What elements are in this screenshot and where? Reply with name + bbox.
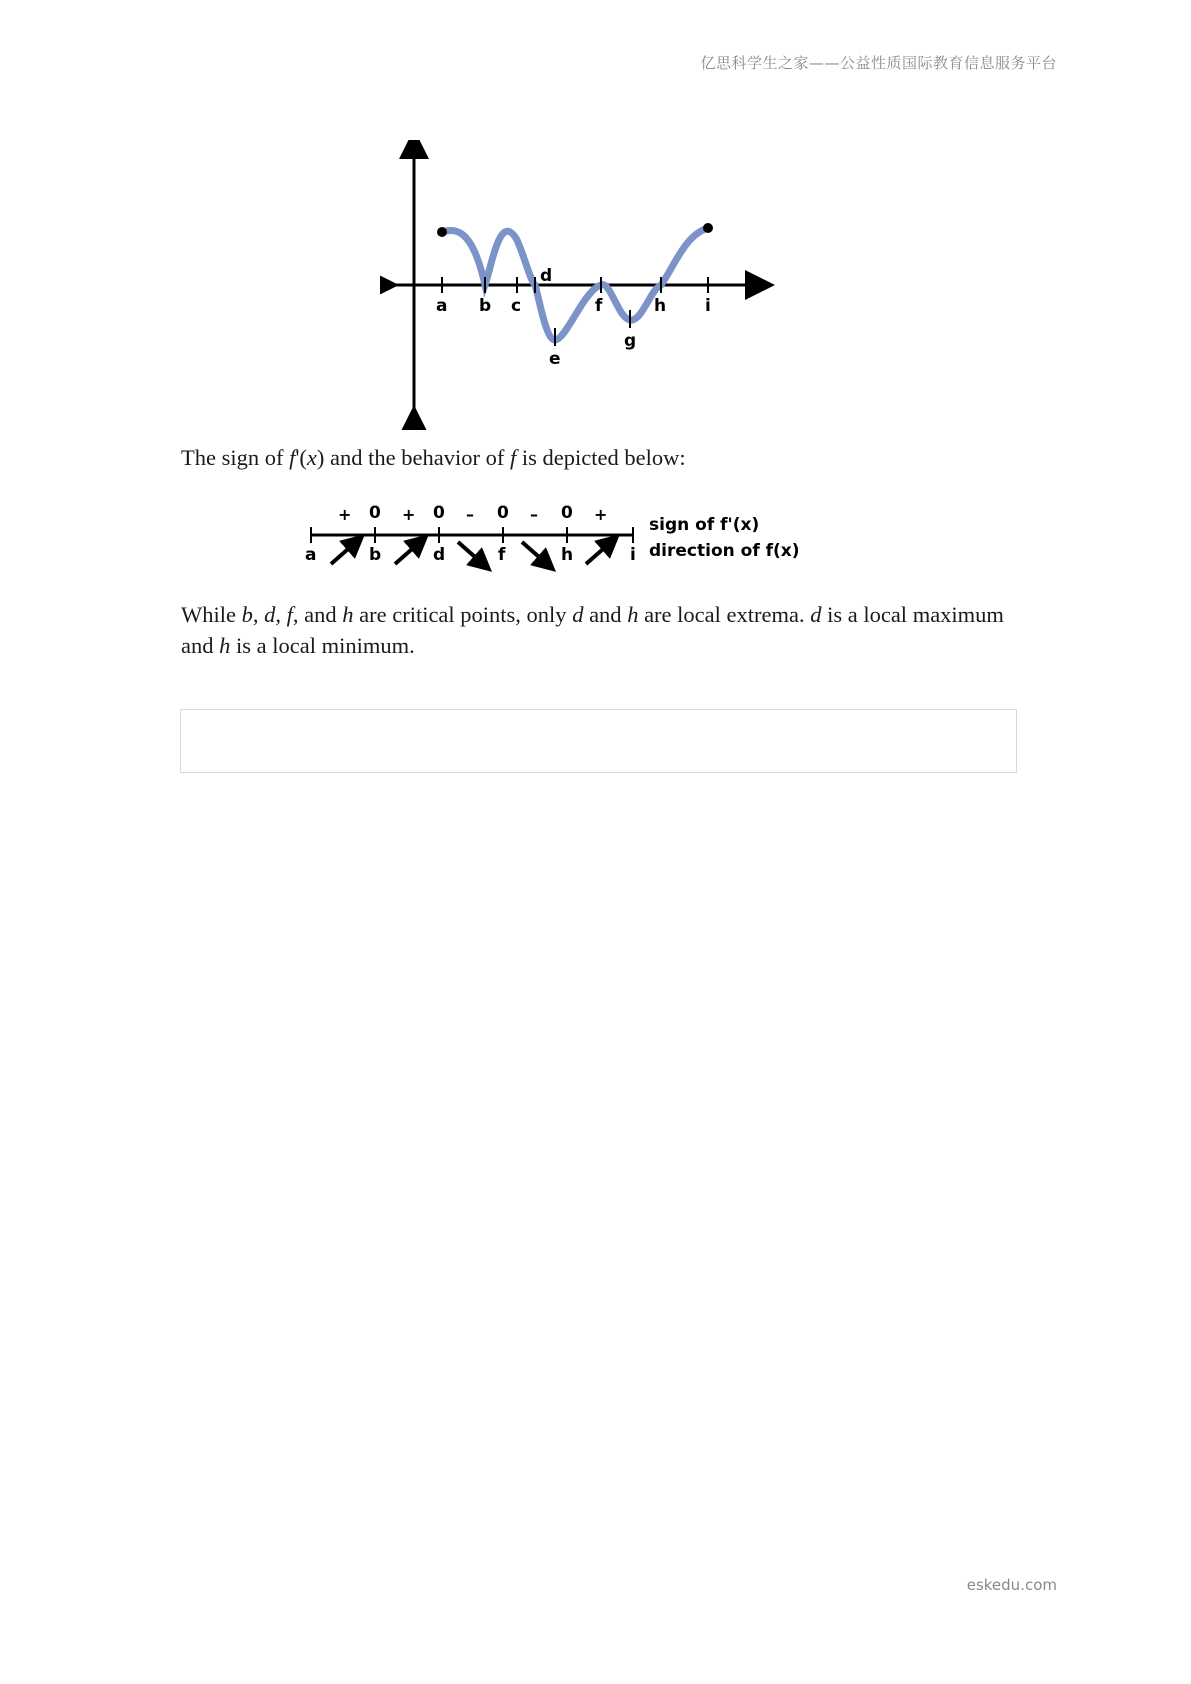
sign-row-label: sign of f'(x) [649,515,760,535]
answer-box [180,709,1017,773]
function-graph [380,140,780,430]
sign-4: 0 [433,503,445,523]
increasing-arrow-icon [395,542,420,564]
sign-point-b: b [369,545,382,565]
sign-7: – [530,505,538,524]
graph-label-b: b [479,296,492,316]
sign-3: + [402,505,416,524]
sign-point-a: a [305,545,317,565]
graph-label-i: i [705,296,711,316]
decreasing-arrow-icon [522,542,547,564]
graph-label-g: g [624,331,637,351]
sign-point-i: i [630,545,636,565]
sign-9: + [594,505,608,524]
sign-8: 0 [561,503,573,523]
sign-point-d: d [433,545,446,565]
paragraph-sign-intro: The sign of f'(x) and the behavior of f is depicted below: [181,445,686,470]
endpoint-a [437,227,447,237]
site-header: 亿思科学生之家——公益性质国际教育信息服务平台 [700,54,1057,72]
graph-label-a: a [436,296,448,316]
sign-chart [300,500,810,572]
site-footer: eskedu.com [966,1576,1057,1594]
sign-6: 0 [497,503,509,523]
direction-row-label: direction of f(x) [649,541,800,561]
sign-point-f: f [498,545,506,565]
increasing-arrow-icon [586,542,611,564]
increasing-arrow-icon [331,542,356,564]
graph-label-e: e [549,349,561,369]
sign-5: – [466,505,474,524]
graph-label-d: d [540,266,553,286]
sign-point-h: h [561,545,574,565]
sign-1: + [338,505,352,524]
paragraph-extrema: While b, d, f, and h are critical points, only d and h are local extrema. d is a local maximum and h is a local minimum. [181,602,1004,658]
graph-label-c: c [511,296,522,316]
sign-2: 0 [369,503,381,523]
decreasing-arrow-icon [458,542,483,564]
endpoint-i [703,223,713,233]
graph-label-h: h [654,296,667,316]
graph-label-f: f [595,296,603,316]
